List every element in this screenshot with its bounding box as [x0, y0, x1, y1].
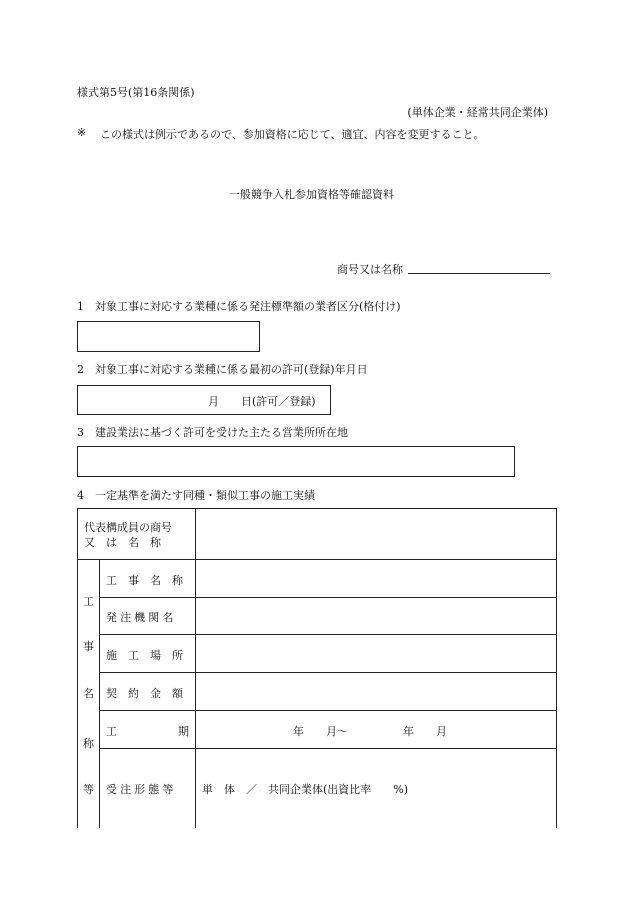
entity-type: (単体企業・経常共同企業体) — [407, 106, 548, 119]
amount-cell[interactable] — [196, 673, 555, 709]
row-label-period-a: 工 — [106, 725, 117, 738]
side-char: 称 — [83, 737, 94, 750]
order-form-value[interactable]: 単 体 ／ 共同企業体(出資比率 %) — [202, 783, 409, 796]
table-left-border — [77, 508, 78, 828]
license-date-text: 月 日(許可／登録) — [208, 395, 316, 408]
section-1-heading: 1 対象工事に対応する業種に係る発注標準額の業者区分(格付け) — [77, 300, 401, 313]
grade-box[interactable] — [77, 321, 260, 352]
form-number: 様式第5号(第16条関係) — [77, 86, 195, 99]
table-row-line — [99, 710, 557, 711]
site-cell[interactable] — [196, 635, 555, 671]
row-label-period-b: 期 — [178, 725, 189, 738]
section-2-heading: 2 対象工事に対応する業種に係る最初の許可(登録)年月日 — [77, 363, 368, 376]
table-right-border — [556, 508, 557, 828]
rep-value-cell[interactable] — [196, 509, 555, 558]
side-char: 名 — [83, 687, 94, 700]
rep-label-line2: 又 は 名 称 — [84, 536, 161, 549]
section-4-heading: 4 一定基準を満たす同種・類似工事の施工実績 — [77, 489, 315, 502]
row-label-client: 発注機関名 — [106, 611, 177, 624]
row-label-work-name: 工 事 名 称 — [106, 574, 183, 587]
trade-name-label: 商号又は名称 — [337, 263, 403, 276]
row-label-amount: 契 約 金 額 — [106, 687, 183, 700]
row-label-order-form: 受注形態等 — [106, 783, 177, 796]
note-text: この様式は例示であるので、参加資格に応じて、適宜、内容を変更すること。 — [100, 128, 485, 141]
trade-name-line — [408, 273, 550, 274]
row-label-site: 施 工 場 所 — [106, 649, 183, 662]
side-char: 工 — [83, 595, 94, 608]
table-row-line — [99, 748, 557, 749]
side-char: 等 — [83, 783, 94, 796]
period-value[interactable]: 年 月〜 年 月 — [293, 725, 447, 738]
work-name-cell[interactable] — [196, 560, 555, 596]
office-address-box[interactable] — [77, 446, 515, 477]
rep-label-line1: 代表構成員の商号 — [84, 521, 172, 534]
document-title: 一般競争入札参加資格等確認資料 — [229, 188, 394, 201]
side-char: 事 — [83, 640, 94, 653]
note-mark: ※ — [77, 126, 87, 139]
table-side-divider — [99, 559, 100, 828]
client-cell[interactable] — [196, 598, 555, 633]
section-3-heading: 3 建設業法に基づく許可を受けた主たる営業所所在地 — [77, 426, 348, 439]
